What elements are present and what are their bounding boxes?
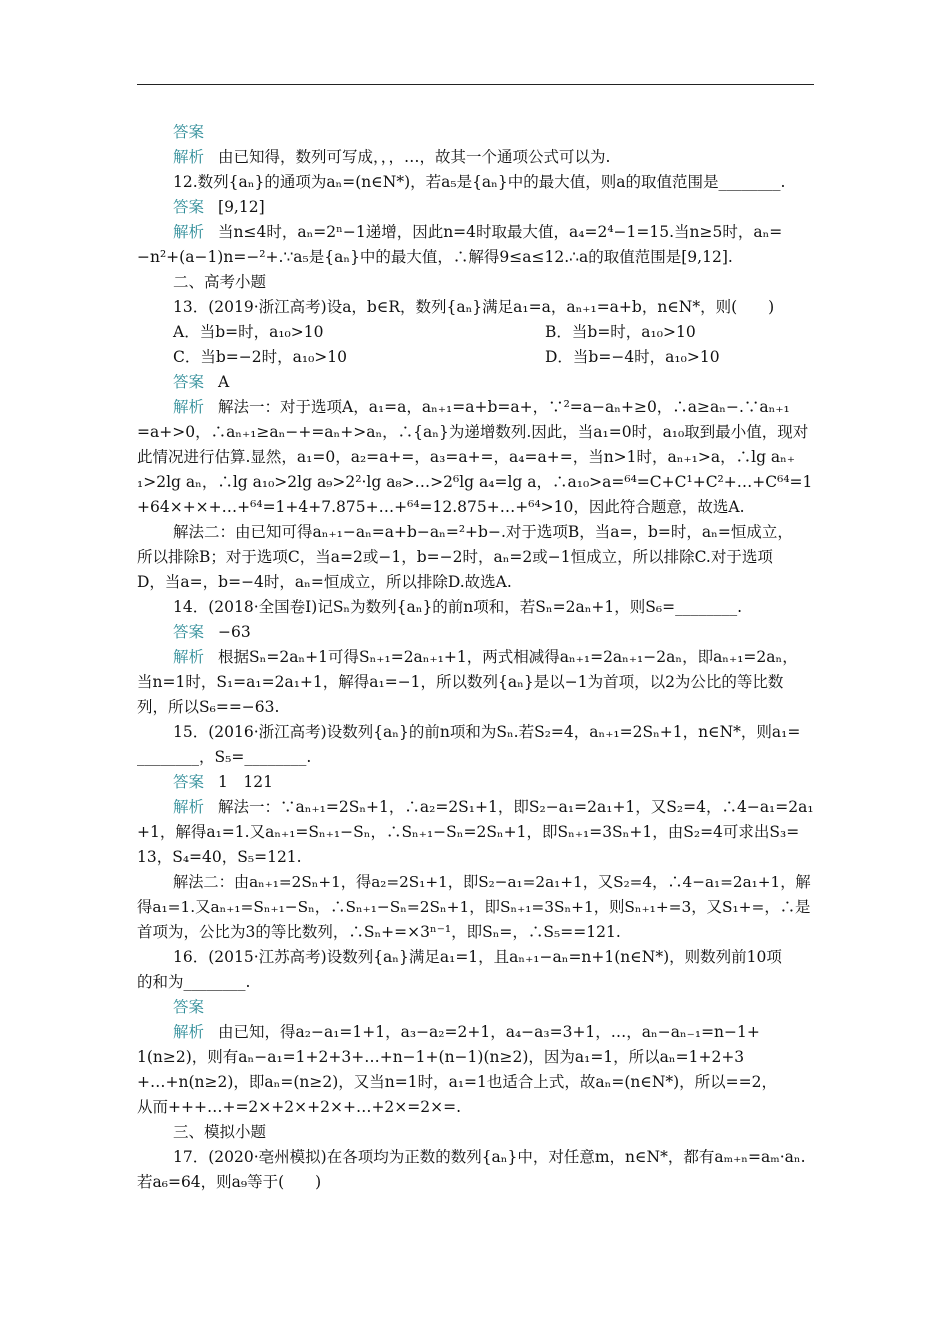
analysis-label: 解析: [173, 148, 205, 166]
answer-label: 答案: [173, 998, 205, 1016]
text-line: 当n=1时，S₁=a₁=2a₁+1，解得a₁=−1，所以数列{aₙ}是以−1为首项，以2为公比的等比数: [137, 673, 784, 691]
text-line: 解析 解法一：∵aₙ₊₁=2Sₙ+1，∴a₂=2S₁+1，即S₂−a₁=2a₁+1，又S₂=4，∴4−a₁=2a₁: [173, 798, 814, 816]
section-heading: 三、模拟小题: [173, 1123, 267, 1141]
text-line: =a+>0，∴aₙ₊₁≥aₙ−+=aₙ+>aₙ，∴{aₙ}为递增数列.因此，当a₁=0时，a₁₀取到最小值，现对: [137, 423, 809, 441]
analysis-label: 解析: [173, 1023, 205, 1041]
text-line: 列，所以S₆==−63.: [137, 698, 280, 716]
options-row: [173, 345, 720, 369]
text-line: 解析 由已知，得a₂−a₁=1+1，a₃−a₂=2+1，a₄−a₃=3+1，…，aₙ−aₙ₋₁=n−1+: [173, 1023, 760, 1041]
text-line: 首项为，公比为3的等比数列，∴Sₙ+=×3ⁿ⁻¹，即Sₙ=，∴S₅==121.: [137, 923, 621, 941]
text-line: 所以排除B；对于选项C，当a=2或−1，b=−2时，aₙ=2或−1恒成立，所以排除C.对于选项: [137, 548, 773, 566]
text-line: ₁>2lg aₙ，∴lg a₁₀>2lg a₉>2²·lg a₈>…>2⁶lg a₄=lg a，∴a₁₀>a=⁶⁴=C+C¹+C²+…+C⁶⁴=1: [137, 473, 813, 491]
text-line: 解析 解法一：对于选项A，a₁=a，aₙ₊₁=a+b=a+，∵²=a−aₙ+≥0，∴a≥aₙ−.∵aₙ₊₁: [173, 398, 790, 416]
text-line: [173, 995, 218, 1019]
text-line: +1，解得a₁=1.又aₙ₊₁=Sₙ₊₁−Sₙ，∴Sₙ₊₁−Sₙ=2Sₙ+1，即Sₙ₊₁=3Sₙ+1，由S₂=4可求出S₃=: [137, 823, 800, 841]
text-line: +64×+×+…+⁶⁴=1+4+7.875+…+⁶⁴=12.875+…+⁶⁴>10，因此符合题意，故选A.: [137, 498, 745, 516]
question-15: 15．(2016·浙江高考)设数列{aₙ}的前n项和为Sₙ.若S₂=4，aₙ₊₁=2Sₙ+1，n∈N*，则a₁=: [173, 723, 801, 741]
text-line: −n²+(a−1)n=−²+.∵a₅是{aₙ}中的最大值，∴解得9≤a≤12.∴a的取值范围是[9,12].: [137, 248, 733, 266]
text-line: 解析 由已知得，数列可写成，，，…，故其一个通项公式可以为.: [173, 148, 611, 166]
answer-label: 答案: [173, 123, 205, 141]
question-17: 17．(2020·亳州模拟)在各项均为正数的数列{aₙ}中，对任意m，n∈N*，都有aₘ₊ₙ=aₘ·aₙ.: [173, 1148, 806, 1166]
text-line: 得a₁=1.又aₙ₊₁=Sₙ₊₁−Sₙ，∴Sₙ₊₁−Sₙ=2Sₙ+1，即Sₙ₊₁=3Sₙ+1，则Sₙ₊₁+=3，又S₁+=，∴是: [137, 898, 811, 916]
analysis-label: 解析: [173, 648, 205, 666]
text-line: [173, 120, 218, 144]
text-line: 解法二：由aₙ₊₁=2Sₙ+1，得a₂=2S₁+1，即S₂−a₁=2a₁+1，又S₂=4，∴4−a₁=2a₁+1，解: [173, 873, 811, 891]
question-16: 16．(2015·江苏高考)设数列{aₙ}满足a₁=1，且aₙ₊₁−aₙ=n+1(n∈N*)，则数列前10项: [173, 948, 782, 966]
text-line: 解法二：由已知可得aₙ₊₁−aₙ=a+b−aₙ=²+b−.对于选项B，当a=，b=时，aₙ=恒成立，: [173, 523, 793, 541]
question-13: 13．(2019·浙江高考)设a，b∈R，数列{aₙ}满足a₁=a，aₙ₊₁=a+b，n∈N*，则( ): [173, 298, 775, 316]
text-line: 1(n≥2)，则有aₙ−a₁=1+2+3+…+n−1+(n−1)(n≥2)，因为a₁=1，所以aₙ=1+2+3: [137, 1048, 745, 1066]
analysis-label: 解析: [173, 798, 205, 816]
analysis-label: 解析: [173, 398, 205, 416]
answer-label: 答案: [173, 773, 205, 791]
text-line: 若a₆=64，则a₉等于( ): [137, 1173, 322, 1191]
header-rule: [137, 84, 814, 85]
text-line: 解析 根据Sₙ=2aₙ+1可得Sₙ₊₁=2aₙ₊₁+1，两式相减得aₙ₊₁=2aₙ₊₁−2aₙ，即aₙ₊₁=2aₙ，: [173, 648, 798, 666]
option-b: B．当b=时，a₁₀>10: [545, 323, 696, 341]
question-14: 14．(2018·全国卷Ⅰ)记Sₙ为数列{aₙ}的前n项和，若Sₙ=2aₙ+1，则S₆=________.: [173, 598, 743, 616]
text-line: 答案 1 121: [173, 773, 273, 791]
text-line: 此情况进行估算.显然，a₁=0，a₂=a+=，a₃=a+=，a₄=a+=，当n>1时，aₙ₊₁>a，∴lg aₙ₊: [137, 448, 796, 466]
section-heading: 二、高考小题: [173, 273, 267, 291]
answer-label: 答案: [173, 623, 205, 641]
text-line: 答案 −63: [173, 623, 251, 641]
analysis-label: 解析: [173, 223, 205, 241]
option-c: C．当b=−2时，a₁₀>10: [173, 348, 347, 366]
text-line: 13，S₄=40，S₅=121.: [137, 848, 302, 866]
text-line: 从而+++…+=2×+2×+2×+…+2×=2×=.: [137, 1098, 462, 1116]
option-a: A．当b=时，a₁₀>10: [173, 323, 324, 341]
text-line: D，当a=，b=−4时，aₙ=恒成立，所以排除D.故选A.: [137, 573, 512, 591]
options-row: [173, 320, 696, 344]
text-line: 的和为________.: [137, 973, 251, 991]
option-d: D．当b=−4时，a₁₀>10: [545, 348, 720, 366]
question-12: 12.数列{aₙ}的通项为aₙ=(n∈N*)，若a₅是{aₙ}中的最大值，则a的取值范围是________.: [173, 173, 786, 191]
answer-label: 答案: [173, 198, 205, 216]
text-line: +…+n(n≥2)，即aₙ=(n≥2)，又当n=1时，a₁=1也适合上式，故aₙ=(n∈N*)，所以==2，: [137, 1073, 778, 1091]
text-line: ________，S₅=________.: [137, 748, 312, 766]
text-line: 答案 [9,12]: [173, 198, 265, 216]
text-line: 答案 A: [173, 373, 230, 391]
text-line: 解析 当n≤4时，aₙ=2ⁿ−1递增，因此n=4时取最大值，a₄=2⁴−1=15.当n≥5时，aₙ=: [173, 223, 783, 241]
answer-label: 答案: [173, 373, 205, 391]
